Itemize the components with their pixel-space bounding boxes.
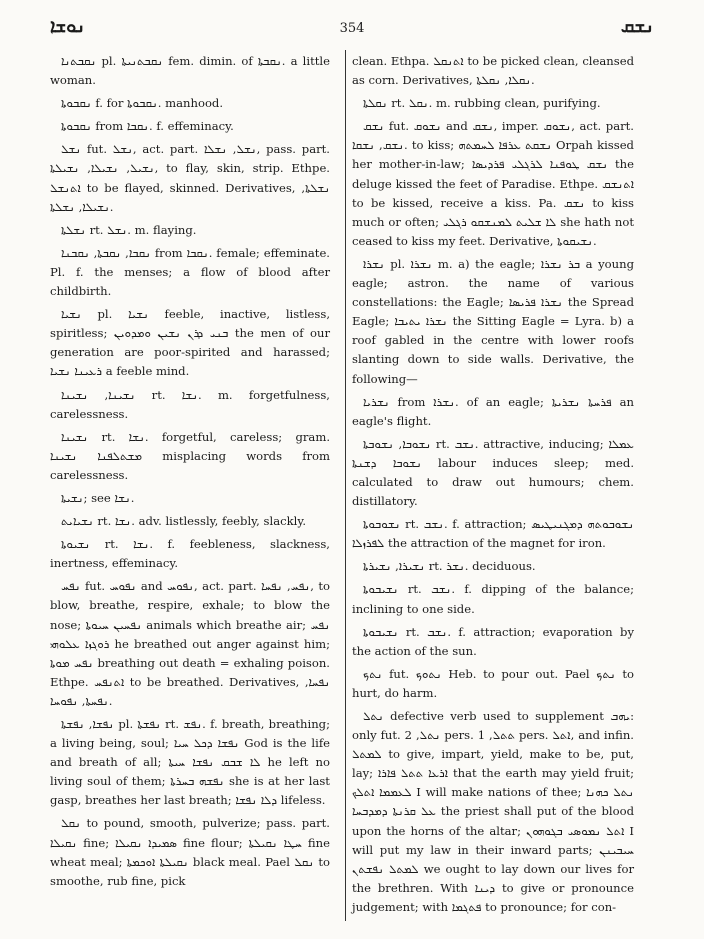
dictionary-entry: ܢܫܠ fut. ܢܫܠ, act. part. ܢܫܠ, ܢܫܠܐ, pass. part. ܢܫܝܠ, ܢܫܝܠܐ, ܢܫܝܠܬܐ, to flay, skin, strip. Ethpe. ܐܬܢܫܠ to be flayed, skinned. Derivatives, ܢܫܠܬܐ, ܢܫܝܠܐ, ܢܫܠܬܐ. bbox=[50, 142, 330, 214]
left-running-head: ܢܘܫܐ bbox=[50, 16, 86, 37]
dictionary-entry: ܢܫܝܢܐ rt. ܢܫܐ. forgetful, careless; gram. ܡܫܬܠܦܢܐ ܢܫܝܢܐ misplacing words from carelessness. bbox=[50, 429, 331, 482]
right-running-head: ܢܫܩ bbox=[620, 16, 654, 37]
dictionary-entry: ܢܫܝܒܘܬܐ rt. ܢܫܒ. f. dipping of the balance; inclining to one side. bbox=[352, 582, 634, 616]
page-header bbox=[50, 10, 654, 46]
dictionary-entry: ܢܩܒܬܢܐ pl. ܢܩܒܬܢܝܬܐ fem. dimin. of ܢܩܒܬܐ. a little woman. bbox=[50, 54, 330, 88]
page-number: 354 bbox=[339, 21, 365, 36]
dictionary-entry: ܢܩܒܐ, ܢܩܒܬܐ, ܢܩܒܢܐ from ܢܩܒܐ. female; effeminate. Pl. f. the menses; a flow of blood after childbirth. bbox=[50, 245, 330, 299]
dictionary-entry: ܢܩܠ to pound, smooth, pulverize; pass. part. ܢܩܝܠܐ fine; ܣܡܝܕܐ ܢܩܝܠܐ fine flour; ܚܛܐ ܢܩܝܠܬܐ fine wheat meal; ܢܩܝܠܬܐ ܐܘܟܡܬܐ black meal. Pael ܢܩܠ to smoothe, rub fine, pick bbox=[50, 816, 330, 888]
dictionary-entry: ܢܫܠܬܐ rt. ܢܫܠ. m. flaying. bbox=[61, 222, 197, 237]
dictionary-entry: ܢܫܝܬܐ; see ܢܫܐ. bbox=[61, 490, 135, 505]
dictionary-entry: ܢܫܝܐ pl. ܢܫܝܐ feeble, inactive, listless, spiritless; ܒܢܝ ܕܪܢ ܢܫܝܢ ܘܡܕܘܝܢ the men of our generation are poor-spirited and harassed; ܪܥܝܢܐ ܢܫܝܐ a feeble mind. bbox=[50, 307, 330, 379]
dictionary-entry: ܢܩܠܬܐ rt. ܢܩܠ. m. rubbing clean, purifying. bbox=[363, 96, 601, 111]
dictionary-entry: clean. Ethpa. ܐܬܢܩܠ to be picked clean, cleansed as corn. Derivatives, ܢܩܠܐ, ܢܩܠܬܐ. bbox=[352, 54, 634, 88]
dictionary-entry: ܢܫܘܒܐ, ܢܫܘܒܬܐ rt. ܢܫܒ. attractive, inducing; ܥܡܠܐ ܢܫܘܒܐ ܕܫܢܬܐ labour induces sleep; med. calculated to draw out humours; chem. distillatory. bbox=[352, 436, 634, 509]
dictionary-entry: ܢܬܠ defective verb used to supplement ܝܗܒ: only fut. ܢܬܠ, 2 pers. ܬܬܠ, 1 pers. ܐܬܠ, and infin. ܠܡܬܠ to give, impart, yield, make to be, put, lay; ܐܪܥܐ ܬܬܠ ܦܐܪܐ that the earth may yield fruit; ܠܥܡܡܐ ܐܬܠܟ I will make nations of thee; ܢܬܠ ܟܗܢܐ ܥܠ ܩܪܢܬܐ ܕܡܕܒܚܐ the priest shall put of the blood upon the horns of the altar; ܐܬܠ ܢܡܘܣܝ ܒܓܘܗܘܢ I will put my law in their inward parts; ܚܝܒܝܢܢ ܠܡܬܠ ܢܦܫܬܢ we ought to lay down our lives for the brethren. With ܕܝܢܐ to give or pronounce judgement; with ܦܬܓܡܐ to pronounce; for con- bbox=[352, 709, 635, 914]
dictionary-entry: ܢܫܪܐ pl. ܢܫܪܐ m. a) the eagle; ܒܪ ܢܫܪܐ a young eagle; astron. the name of various constellations: the Eagle; ܢܫܪܐ ܦܪܝܣܐ the Spread Eagle; ܢܫܪܐ ܝܬܝܒܐ the Sitting Eagle = Lyra. b) a roof gabled in the centre with lower roofs slanting down to side walls. Derivative, the following— bbox=[352, 256, 635, 386]
dictionary-entry: ܢܫܘܒܘܬܐ rt. ܢܫܒ. f. attraction; ܢܫܘܒܘܬܗ ܕܡܓܢܝܛܝܣ ܠܦܪܙܠܐ the attraction of the magnet for iron. bbox=[352, 517, 635, 551]
dictionary-entry: ܢܩܒܘܬܐ from ܢܩܒܐ. f. effeminacy. bbox=[61, 119, 234, 134]
dictionary-entry: ܢܩܒܘܬܐ f. for ܢܩܒܘܬܐ. manhood. bbox=[61, 96, 224, 111]
dictionary-entry: ܢܦܫܐ, ܢܦܫܬܐ pl. ܢܦܫܬܐ rt. ܢܦܫ. f. breath, breathing; a living being, soul; ܢܦܫܐ ܕܟܠ ܚܝܐ God is the life and breath of all; ܠܐ ܫܒܩ ܢܦܫܐ ܚܝܬܐ he left no living soul of them; ܢܦܫܗ ܒܚܪܬܐ she is at her last gasp, breathes her last breath; ܕܠܐ ܢܦܫܐ lifeless. bbox=[50, 717, 331, 808]
column-divider bbox=[345, 50, 346, 921]
dictionary-entry: ܢܫܝܪܐ, ܢܫܝܪܬܐ rt. ܢܫܪ. deciduous. bbox=[363, 559, 536, 574]
dictionary-entry: ܢܫܝܢܐ, ܢܫܝܢܐ rt. ܢܫܐ. m. forgetfulness, carelessness. bbox=[50, 387, 330, 421]
dictionary-entry: ܢܫܩ fut. ܢܫܘܩ and ܢܫܩ, imper. ܢܫܘܩ, act. part. ܢܫܩ, ܢܫܩܐ. to kiss; ܢܫܩܬ ܥܪܦܐ ܠܚܡܬܗ Orpah kissed her mother-in-law; ܢܫܩ ܛܘܦܢܐ ܠܪܓܠܝ ܦܪܕܝܣܐ the deluge kissed the feet of Paradise. Ethpe. ܐܬܢܫܩ to be kissed, receive a kiss. Pa. ܢܫܩ to kiss much or often; ܠܐ ܫܠܝܬ ܠܡܢܫܩܘ ܪܓܠܝ she hath not ceased to kiss my feet. Derivative, ܢܫܝܩܘܬܐ. bbox=[352, 119, 634, 248]
left-column bbox=[50, 52, 330, 895]
right-column bbox=[352, 52, 634, 921]
dictionary-entry: ܢܦܚ fut. ܢܦܘܚ and ܢܦܘܚ, act. part. ܢܦܚ, ܢܦܚܐ, to blow, breathe, respire, exhale; to blow the nose; ܢܦܚܝܢ ܚܝܘܬܐ animals which breathe air; ܢܦܚ ܪܘܓܙܐ ܥܠܘܗܝ he breathed out anger against him; ܢܦܚ ܡܘܬܐ breathing out death = exhaling poison. Ethpe. ܐܬܢܦܚ to be breathed. Derivatives, ܢܦܚܐ, ܢܦܚܬܐ, ܢܦܘܚܐ. bbox=[50, 579, 330, 708]
dictionary-entry: ܢܫܝܘܬܐ rt. ܢܫܐ. f. feebleness, slackness, inertness, effeminacy. bbox=[50, 537, 330, 571]
dictionary-entry: ܢܫܝܐܝܬ rt. ܢܫܐ. adv. listlessly, feebly, slackly. bbox=[61, 514, 307, 529]
dictionary-entry: ܢܫܝܒܘܬܐ rt. ܢܫܒ. f. attraction; evaporation by the action of the sun. bbox=[352, 624, 634, 658]
dictionary-entry: ܢܫܪܝܐ from ܢܫܪܐ. of an eagle; ܦܪܚܬܐ ܢܫܪܝܬܐ an eagle's flight. bbox=[352, 394, 634, 428]
dictionary-entry: ܢܬܟ fut. ܢܬܘܟ Heb. to pour out. Pael ܢܬܟ to hurt, do harm. bbox=[352, 666, 635, 700]
